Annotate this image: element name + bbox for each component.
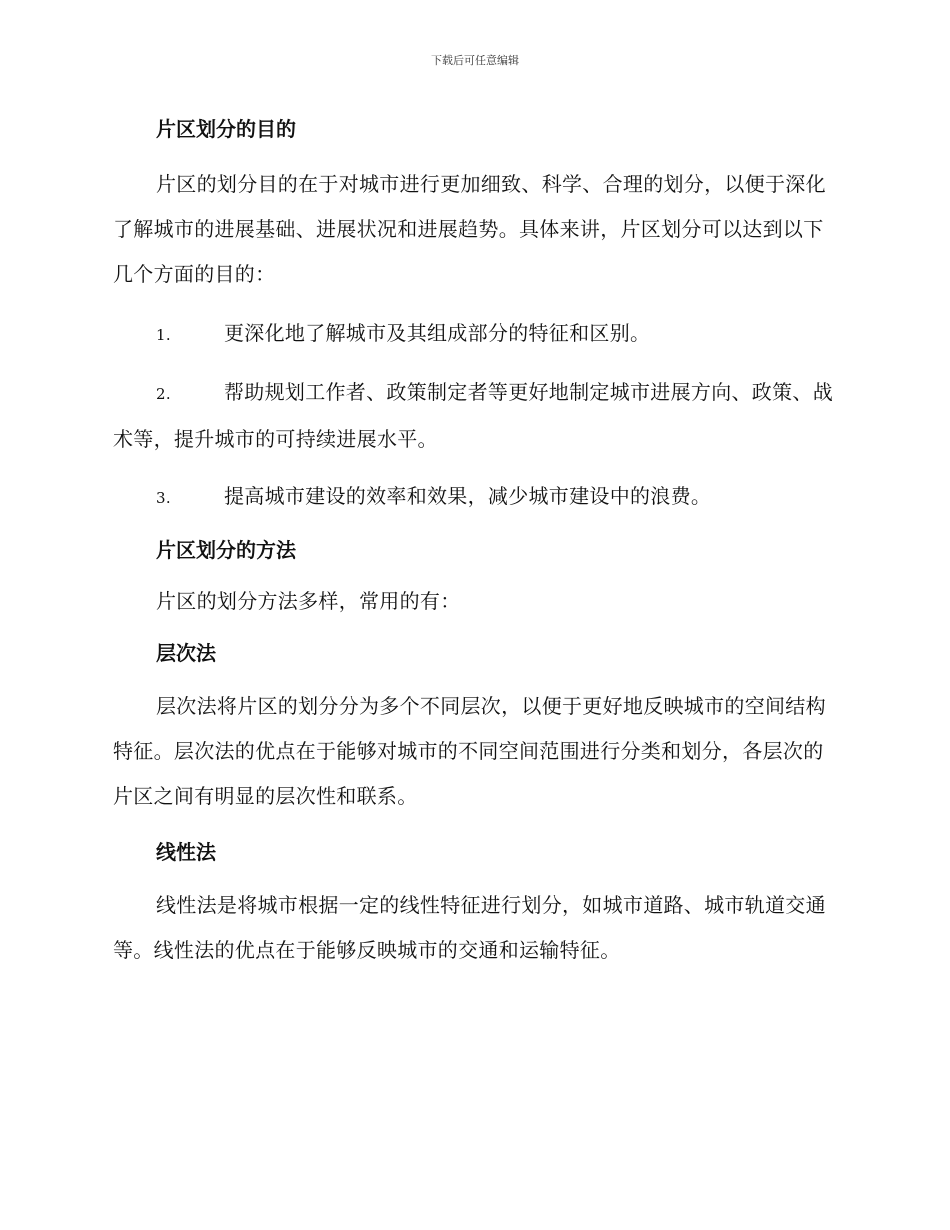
page-header: 下载后可任意编辑 (431, 54, 519, 67)
list-number-3: 3. (156, 489, 171, 507)
paragraph-purpose: 片区的划分目的在于对城市进行更加细致、科学、合理的划分，以便于深化了解城市的进展基础、进展状况和进展趋势。具体来讲，片区划分可以达到以下几个方面的目的： (113, 172, 826, 286)
list-item-2 (113, 370, 833, 462)
heading-linear: 线性法 (156, 840, 216, 864)
list-item-1 (113, 311, 833, 358)
list-text-1: 更深化地了解城市及其组成部分的特征和区别。 (224, 321, 651, 345)
list-number-2: 2. (156, 385, 171, 403)
list-number-1: 1. (156, 326, 171, 344)
paragraph-hierarchy: 层次法将片区的划分分为多个不同层次，以便于更好地反映城市的空间结构特征。层次法的优点在于能够对城市的不同空间范围进行分类和划分，各层次的片区之间有明显的层次性和联系。 (113, 694, 826, 808)
document-body (113, 112, 833, 973)
heading-hierarchy: 层次法 (156, 641, 216, 665)
paragraph-linear: 线性法是将城市根据一定的线性特征进行划分，如城市道路、城市轨道交通等。线性法的优点在于能够反映城市的交通和运输特征。 (113, 893, 826, 962)
list-text-2: 帮助规划工作者、政策制定者等更好地制定城市进展方向、政策、战术等，提升城市的可持续进展水平。 (113, 380, 833, 451)
paragraph-method: 片区的划分方法多样，常用的有： (156, 589, 461, 613)
heading-purpose: 片区划分的目的 (156, 117, 296, 141)
list-text-3: 提高城市建设的效率和效果，减少城市建设中的浪费。 (224, 484, 712, 508)
heading-method: 片区划分的方法 (156, 538, 296, 562)
list-item-3 (113, 474, 833, 521)
